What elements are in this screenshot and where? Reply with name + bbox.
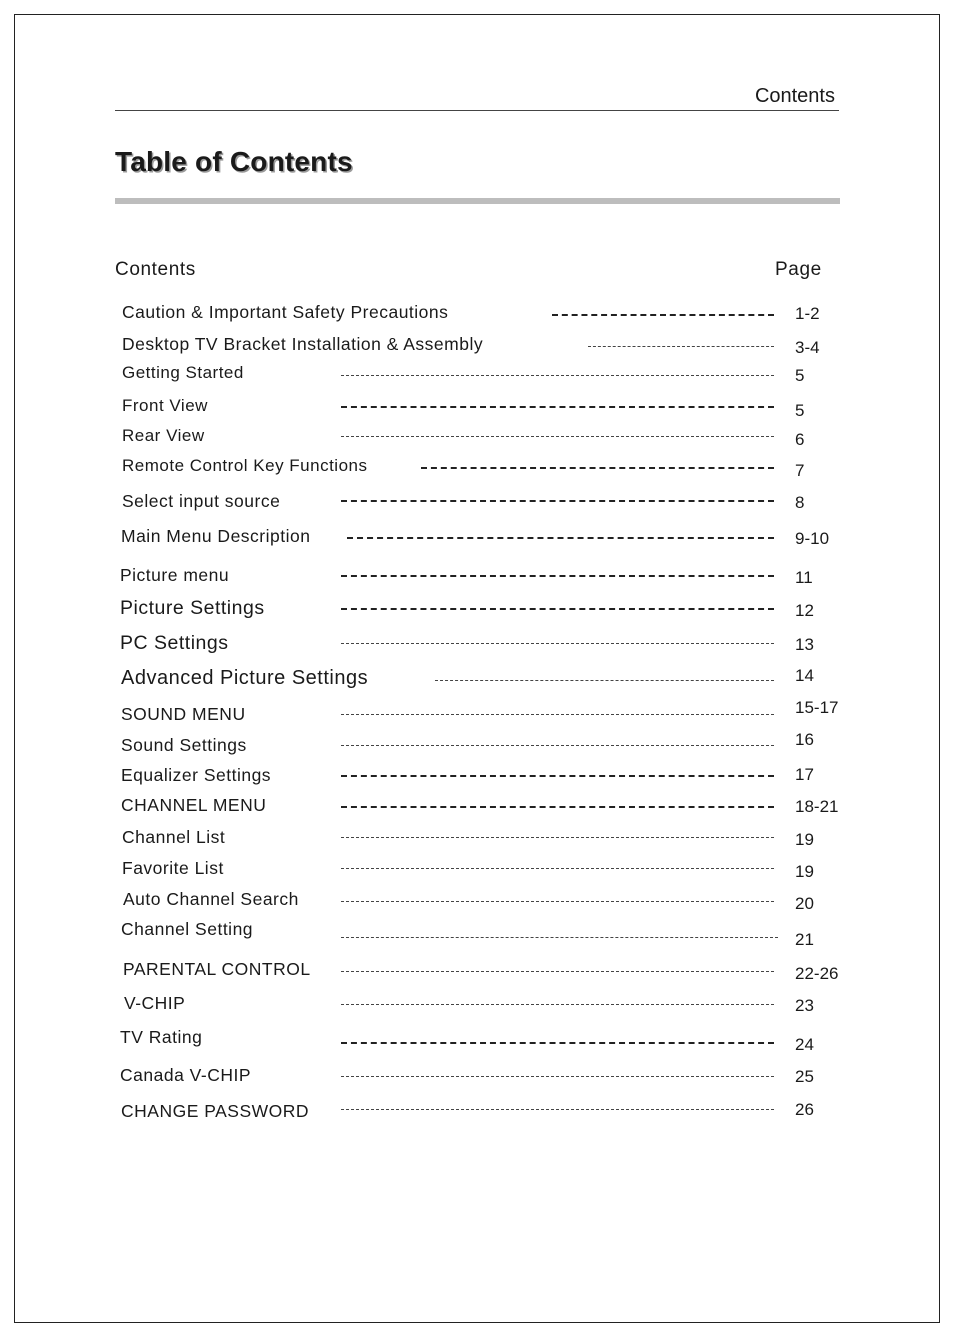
- toc-page-number: 18-21: [795, 797, 839, 816]
- toc-dot-leader: [341, 868, 774, 869]
- toc-entry-title: Front View: [122, 396, 208, 415]
- toc-page-number: 6: [795, 430, 805, 449]
- toc-dot-leader: [588, 346, 774, 347]
- toc-entry-title: Getting Started: [122, 363, 244, 382]
- toc-entry-title: Channel Setting: [121, 919, 254, 939]
- toc-entry-title: Equalizer Settings: [121, 765, 272, 785]
- page-column-heading: Page: [775, 259, 822, 280]
- toc-dot-leader: [341, 901, 774, 902]
- toc-dot-leader: [341, 1004, 774, 1005]
- toc-page-number: 1-2: [795, 304, 820, 323]
- toc-entry-title: V-CHIP: [124, 993, 186, 1013]
- title-rule: [115, 198, 840, 204]
- toc-page-number: 20: [795, 894, 814, 913]
- toc-page-number: 5: [795, 401, 805, 420]
- toc-page-number: 23: [795, 996, 814, 1015]
- toc-page-number: 7: [795, 461, 805, 480]
- running-header: Contents: [754, 85, 835, 107]
- toc-dot-leader: [341, 375, 774, 376]
- toc-entry-title: PARENTAL CONTROL: [123, 959, 311, 979]
- toc-page-number: 14: [795, 666, 814, 685]
- toc-dot-leader: [341, 643, 774, 644]
- toc-entry-title: SOUND MENU: [121, 704, 246, 724]
- toc-entry-title: Sound Settings: [121, 735, 247, 755]
- toc-page-number: 24: [795, 1035, 814, 1054]
- toc-dot-leader: [435, 680, 774, 681]
- toc-entry-title: Select input source: [122, 491, 281, 511]
- toc-page-number: 16: [795, 730, 814, 749]
- toc-page-number: 19: [795, 830, 814, 849]
- toc-entry-title: Channel List: [122, 827, 226, 847]
- toc-dot-leader: [341, 575, 774, 577]
- toc-dot-leader: [341, 406, 774, 408]
- toc-entry-title: CHANNEL MENU: [121, 795, 267, 815]
- toc-dot-leader: [341, 775, 774, 777]
- toc-entry-title: Caution & Important Safety Precautions: [122, 302, 449, 322]
- toc-entry-title: PC Settings: [120, 632, 229, 654]
- toc-dot-leader: [341, 500, 774, 502]
- toc-entry-title: Favorite List: [122, 858, 224, 878]
- toc-page-number: 3-4: [795, 338, 820, 357]
- toc-dot-leader: [341, 436, 774, 437]
- toc-dot-leader: [347, 537, 774, 539]
- header-rule: [115, 110, 839, 111]
- toc-dot-leader: [341, 937, 778, 938]
- toc-entry-title: CHANGE PASSWORD: [121, 1101, 310, 1121]
- toc-dot-leader: [341, 1109, 774, 1110]
- page-title: Table of Contents: [115, 146, 353, 177]
- toc-page-number: 5: [795, 366, 805, 385]
- toc-dot-leader: [341, 1076, 774, 1077]
- toc-dot-leader: [552, 314, 774, 316]
- toc-dot-leader: [341, 1042, 774, 1044]
- toc-entry-title: TV Rating: [120, 1027, 203, 1047]
- toc-entry-title: Remote Control Key Functions: [122, 456, 368, 475]
- toc-page-number: 12: [795, 601, 814, 620]
- toc-entry-title: Auto Channel Search: [123, 889, 299, 909]
- toc-page-number: 15-17: [795, 698, 839, 717]
- toc-page-number: 25: [795, 1067, 814, 1086]
- toc-page-number: 13: [795, 635, 814, 654]
- toc-page-number: 22-26: [795, 964, 839, 983]
- toc-entry-title: Desktop TV Bracket Installation & Assembly: [122, 334, 484, 354]
- toc-page-number: 8: [795, 493, 805, 512]
- toc-entry-title: Advanced Picture Settings: [121, 667, 369, 689]
- toc-dot-leader: [341, 837, 774, 838]
- toc-entry-title: Canada V-CHIP: [120, 1065, 252, 1085]
- toc-dot-leader: [341, 714, 774, 715]
- toc-dot-leader: [421, 467, 774, 469]
- toc-entry-title: Picture menu: [120, 565, 230, 585]
- toc-entry-title: Picture Settings: [120, 597, 265, 619]
- toc-entry-title: Rear View: [122, 426, 205, 445]
- toc-entry-title: Main Menu Description: [121, 526, 311, 546]
- toc-page-number: 26: [795, 1100, 814, 1119]
- toc-page-number: 11: [795, 568, 813, 587]
- toc-dot-leader: [341, 806, 774, 808]
- toc-page-number: 9-10: [795, 529, 830, 548]
- toc-dot-leader: [341, 971, 774, 972]
- toc-page-number: 19: [795, 862, 814, 881]
- toc-page-number: 21: [795, 930, 814, 949]
- toc-dot-leader: [341, 745, 774, 746]
- toc-page-number: 17: [795, 765, 814, 784]
- toc-dot-leader: [341, 608, 774, 610]
- contents-column-heading: Contents: [115, 259, 196, 280]
